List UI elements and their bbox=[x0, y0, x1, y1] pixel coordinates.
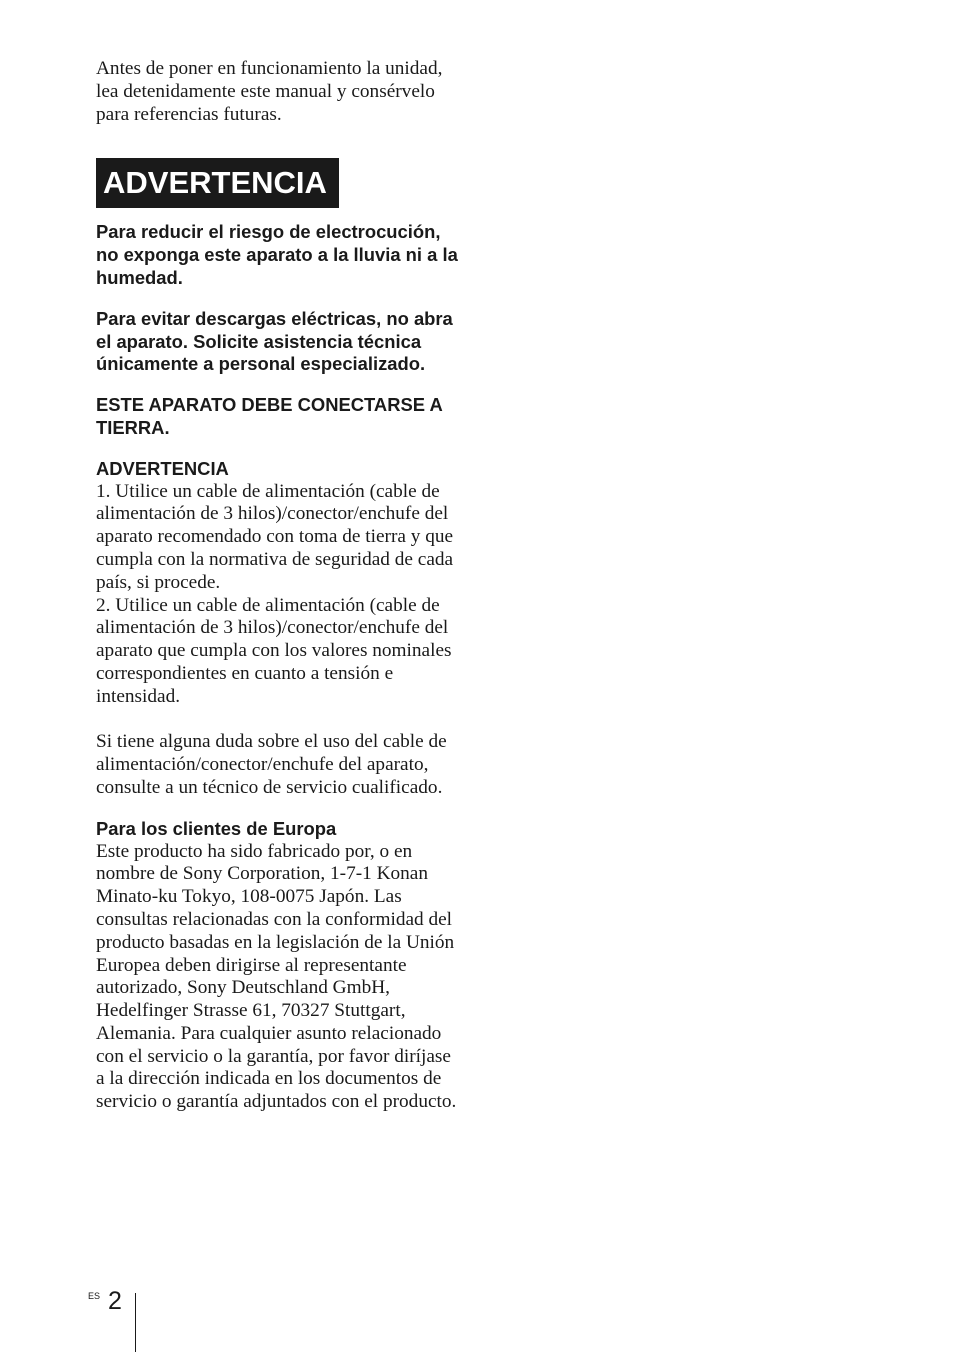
footer-divider bbox=[135, 1293, 136, 1352]
warning-grounding: ESTE APARATO DEBE CONECTARSE A TIERRA. bbox=[96, 394, 443, 438]
language-code: ES bbox=[88, 1291, 101, 1301]
warning-banner: ADVERTENCIA bbox=[96, 158, 339, 208]
text-column bbox=[96, 58, 460, 1114]
intro-paragraph: Antes de poner en funcionamiento la unidad, lea detenidamente este manual y consérvelo para referencias futuras. bbox=[96, 58, 443, 125]
advertencia-item-1: 1. Utilice un cable de alimentación (cable de alimentación de 3 hilos)/conector/enchufe del aparato recomendado con toma de tierra y que cumpla con la normativa de seguridad de cada país, si procede. bbox=[96, 480, 454, 593]
advertencia-item-2: 2. Utilice un cable de alimentación (cable de alimentación de 3 hilos)/conector/enchufe del aparato que cumpla con los valores nominales correspondientes en cuanto a tensión e intensidad. bbox=[96, 594, 452, 707]
warning-electric-shock: Para evitar descargas eléctricas, no abra el aparato. Solicite asistencia técnica únicamente a personal especializado. bbox=[96, 307, 453, 375]
europe-heading: Para los clientes de Europa bbox=[96, 817, 337, 839]
advertencia-note: Si tiene alguna duda sobre el uso del cable de alimentación/conector/enchufe del aparato, consulte a un técnico de servicio cualificado. bbox=[96, 731, 447, 798]
europe-body: Este producto ha sido fabricado por, o en nombre de Sony Corporation, 1-7-1 Konan Minato-ku Tokyo, 108-0075 Japón. Las consultas relacionadas con la conformidad del producto basadas en la legislación de la Unión Europea deben dirigirse al representante autorizado, Sony Deutschland GmbH, Hedelfinger Strasse 61, 70327 Stuttgart, Alemania. Para cualquier asunto relacionado con el servicio o la garantía, por favor diríjase a la dirección indicada en los documentos de servicio o garantía adjuntados con el producto. bbox=[96, 840, 457, 1113]
page-number: 2 bbox=[108, 1287, 122, 1315]
warning-rain-humidity: Para reducir el riesgo de electrocución, no exponga este aparato a la lluvia ni a la humedad. bbox=[96, 221, 458, 288]
advertencia-heading: ADVERTENCIA bbox=[96, 457, 229, 479]
